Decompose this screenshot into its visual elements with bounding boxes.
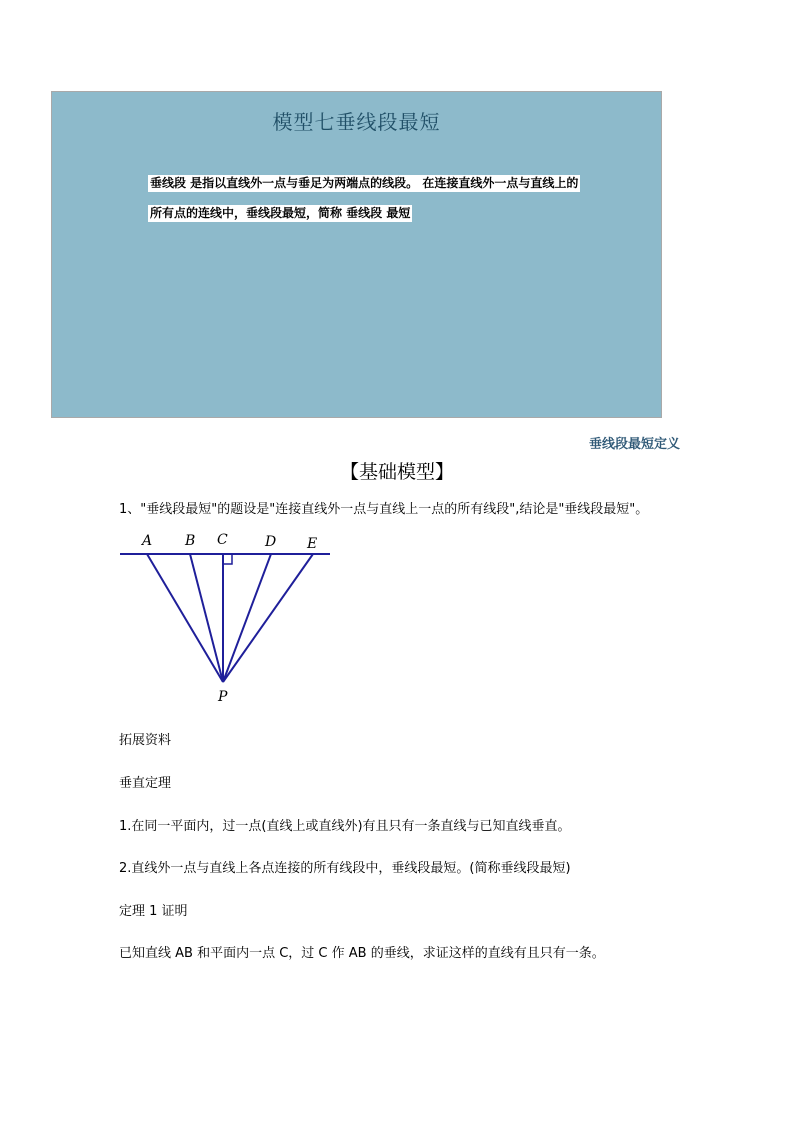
definition-line-1: 垂线段 是指以直线外一点与垂足为两端点的线段。 在连接直线外一点与直线上的 — [150, 176, 579, 190]
segment-pe — [223, 554, 313, 682]
banner-caption: 垂线段最短定义 — [588, 437, 680, 452]
segment-pd — [223, 554, 271, 682]
section-title: 【基础模型】 — [339, 461, 454, 483]
label-e: E — [307, 536, 318, 552]
label-d: D — [265, 534, 277, 550]
label-a: A — [142, 533, 153, 549]
model-title: 模型七垂线段最短 — [272, 110, 441, 134]
perpendicular-figure — [110, 525, 340, 710]
theorem-heading: 垂直定理 — [119, 776, 172, 791]
segment-pa — [147, 554, 223, 682]
proof-heading: 定理 1 证明 — [119, 904, 188, 919]
definition-banner — [51, 91, 662, 418]
theorem-2-text: 2.直线外一点与直线上各点连接的所有线段中，垂线段最短。(简称垂线段最短) — [119, 861, 571, 876]
theorem-1-text: 1.在同一平面内，过一点(直线上或直线外)有且只有一条直线与已知直线垂直。 — [119, 819, 571, 834]
extension-heading: 拓展资料 — [119, 733, 172, 748]
label-b: B — [185, 533, 196, 549]
label-p: P — [218, 689, 228, 705]
item-1-text: 1、"垂线段最短"的题设是"连接直线外一点与直线上一点的所有线段",结论是"垂线段最短"。 — [119, 502, 649, 517]
label-c: C — [217, 532, 228, 548]
segment-pb — [190, 554, 223, 682]
right-angle-mark — [223, 554, 232, 564]
definition-line-2: 所有点的连线中，垂线段最短，简称 垂线段 最短 — [150, 206, 411, 220]
proof-text: 已知直线 AB 和平面内一点 C，过 C 作 AB 的垂线，求证这样的直线有且只有一条。 — [119, 946, 605, 961]
